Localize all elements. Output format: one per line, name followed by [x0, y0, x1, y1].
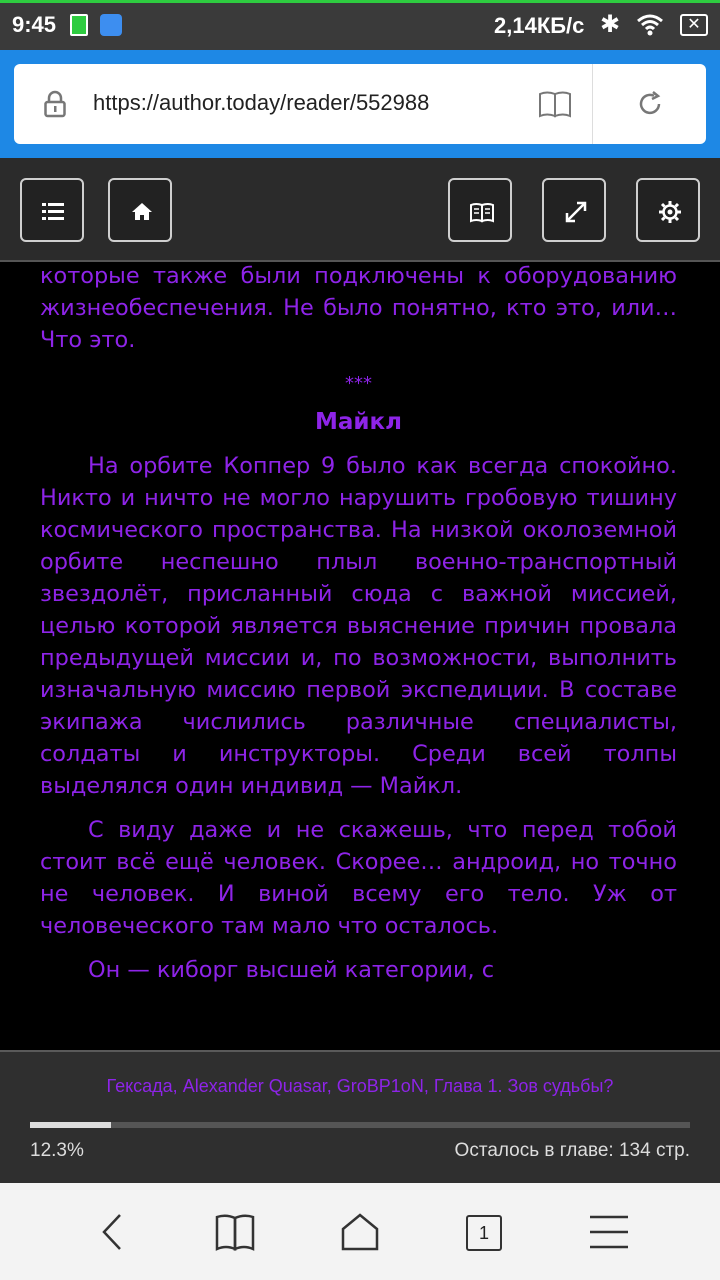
- paragraph: На орбите Коппер 9 было как всегда спокойно. Никто и ничто не могло нарушить гробовую тишину космического пространства. На низкой околоземной орбите неспешно плыл военно-транспортный звездолёт, присланный сюда с важной миссией, целью которой является выяснение причин провала предыдущей миссии и, по возможности, выполнить изначальную миссию первой экспедиции. В составе экипажа числились различные специалисты, солдаты и инструкторы. Среди всей толпы выделялся один индивид — Майкл.: [40, 453, 677, 799]
- lock-icon: [44, 90, 66, 118]
- status-bar: [0, 0, 720, 50]
- back-icon[interactable]: [92, 1211, 134, 1253]
- paragraph: С виду даже и не скажешь, что перед тобой стоит всё ещё человек. Скорее… андроид, но точно не человек. И виной всему его тело. Уж от человеческого там мало что осталось.: [40, 817, 677, 939]
- paragraph: которые также были подключены к оборудованию жизнеобеспечения. Не было понятно, кто это, или… Что это.: [40, 264, 677, 353]
- tabs-icon[interactable]: 1: [466, 1215, 502, 1251]
- home-icon: [130, 200, 154, 224]
- progress-bar[interactable]: [30, 1122, 690, 1128]
- address-bar[interactable]: [14, 64, 706, 144]
- app-notification-icon: [100, 14, 122, 36]
- reader-mode-icon[interactable]: [538, 90, 572, 118]
- clock: 9:45: [12, 12, 57, 37]
- page-load-indicator: [0, 0, 720, 3]
- reading-progress-panel: [0, 1050, 720, 1183]
- browser-nav-bar: [0, 1183, 720, 1280]
- reload-icon[interactable]: [636, 90, 664, 118]
- book-info-icon: [470, 200, 494, 224]
- divider: [592, 64, 593, 144]
- section-separator: ***: [345, 373, 372, 394]
- home-button[interactable]: [108, 178, 172, 242]
- home-icon[interactable]: [339, 1211, 381, 1253]
- book-info-button[interactable]: [448, 178, 512, 242]
- close-box-icon: ✕: [680, 14, 708, 36]
- browser-header: [0, 50, 720, 158]
- pages-remaining: Осталось в главе: 134 стр.: [454, 1140, 690, 1161]
- wifi-icon: [636, 13, 664, 37]
- settings-icon: [658, 200, 682, 224]
- book-chapter-title[interactable]: Гексада, Alexander Quasar, GroBP1oN, Глава 1. Зов судьбы?: [106, 1076, 614, 1096]
- paragraph: Он — киборг высшей категории, с: [88, 957, 495, 983]
- fullscreen-button[interactable]: [542, 178, 606, 242]
- settings-button[interactable]: [636, 178, 700, 242]
- contents-button[interactable]: [20, 178, 84, 242]
- fullscreen-icon: [564, 200, 588, 224]
- network-speed: 2,14КБ/с: [494, 13, 585, 38]
- progress-bar-fill: [30, 1122, 111, 1128]
- url-text[interactable]: https://author.today/reader/552988: [93, 90, 430, 115]
- progress-percent: 12.3%: [30, 1140, 84, 1161]
- reader-content[interactable]: [0, 264, 720, 1050]
- reader-toolbar: [0, 158, 720, 262]
- contents-icon: [42, 200, 66, 224]
- battery-icon: [70, 14, 88, 36]
- bluetooth-icon: ✱: [600, 11, 621, 38]
- menu-icon[interactable]: [588, 1211, 630, 1253]
- bookmarks-icon[interactable]: [214, 1211, 256, 1253]
- section-heading: Майкл: [315, 409, 402, 435]
